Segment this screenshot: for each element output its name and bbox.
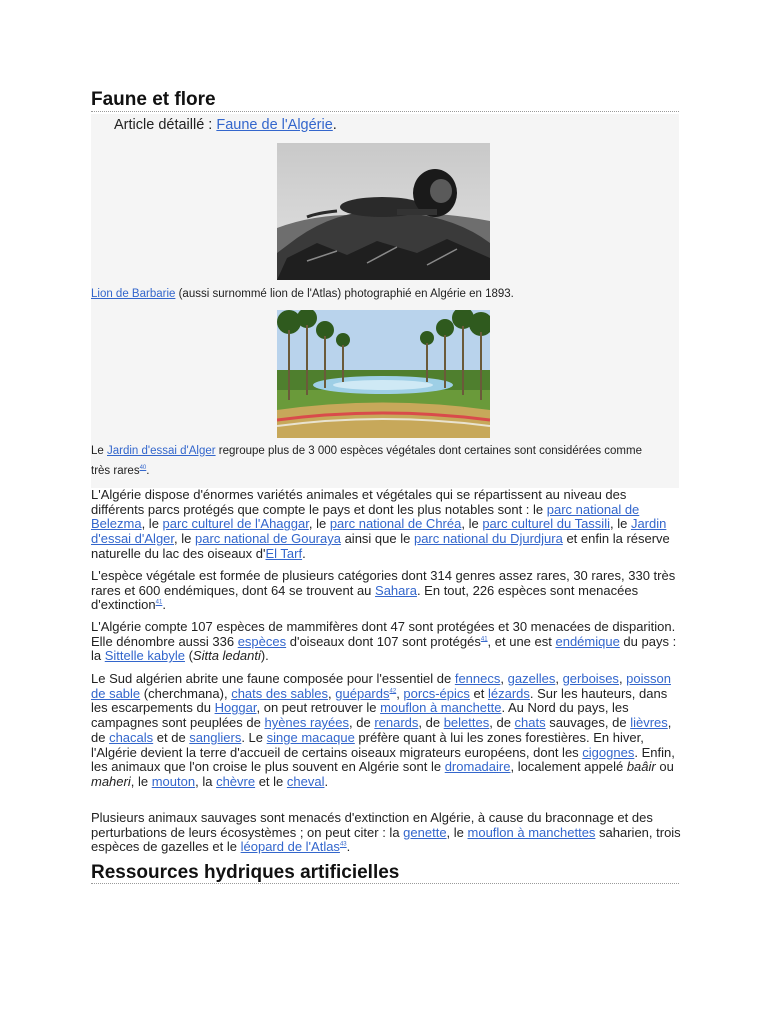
link-chacals[interactable]: chacals [109, 729, 154, 745]
paragraph-endangered: Plusieurs animaux sauvages sont menacés d'extinction en Algérie, à cause du braconnage et des perturbations de leurs écosystèmes ; on peut citer : la genette, le mouflon à manchettes saharien, trois espèces de gazelles et le léopard de l'Atlas$^{43}$. [91, 810, 681, 855]
link-porcs-epics[interactable]: porcs-épics [403, 685, 470, 701]
paragraph-fauna: Le Sud algérien abrite une faune composée pour l'essentiel de fennecs, gazelles, gerboises, poisson de sable (cherchmana), chats des sables, guépards$^{42}$, porcs-épics et lézards. Sur les hauteurs, dans les escarpements du Hoggar, on peut retrouver le mouflon à manchette. Au Nord du pays, les campagnes sont peuplées de hyènes rayées, de renards, de belettes, de chats sauvages, de lièvres, de chacals et de sangliers. Le singe macaque préfère quant à lui les zones forestières. En hiver, l'Algérie devient la terre d'accueil de certains oiseaux migrateurs européens, dont les cigognes. Enfin, les animaux que l'on croise le plus souvent en Algérie sont le dromadaire, localement appelé baâir ou maheri, le mouton, la chèvre et le cheval. [91, 671, 675, 789]
detailed-article-note: Article détaillé : Faune de l'Algérie. [114, 117, 337, 133]
ref-40-link[interactable]: 40 [139, 465, 147, 472]
link-mouton[interactable]: mouton [151, 773, 196, 789]
link-el-tarf[interactable]: El Tarf [265, 545, 303, 561]
ref-43-link[interactable]: 43 [339, 842, 347, 849]
link-fennecs[interactable]: fennecs [454, 671, 501, 686]
jardin-essai-photo [277, 310, 490, 438]
figure-caption-garden: Le Jardin d'essai d'Alger regroupe plus de 3 000 espèces végétales dont certaines sont considérées comme très rares$^{40}$. [91, 445, 642, 477]
link-hyenes-rayees[interactable]: hyènes rayées [264, 715, 350, 731]
link-lievres[interactable]: lièvres [630, 715, 668, 731]
link-parc-ahaggar[interactable]: parc culturel de l'Ahaggar [162, 516, 309, 532]
section-heading-ressources-hydriques: Ressources hydriques artificielles [91, 862, 400, 883]
paragraph-vegetal: L'espèce végétale est formée de plusieurs catégories dont 314 genres assez rares, 30 rares, 330 très rares et 600 endémiques, dont 64 se trouvent au Sahara. En tout, 226 espèces sont menacées d'extinction$^{41}$. [91, 568, 676, 613]
link-chats-des-sables[interactable]: chats des sables [231, 685, 329, 701]
link-dromadaire[interactable]: dromadaire [444, 759, 511, 775]
barbary-lion-link[interactable]: Lion de Barbarie [91, 288, 176, 300]
section-heading-faune-et-flore: Faune et flore [91, 89, 216, 110]
link-sittelle-kabyle[interactable]: Sittelle kabyle [104, 648, 185, 664]
link-singe-macaque[interactable]: singe macaque [266, 729, 355, 745]
link-guepards[interactable]: guépards [335, 685, 390, 701]
link-parc-belezma[interactable]: parc national de Belezma [91, 501, 640, 532]
detailed-article-prefix: Article détaillé : [114, 117, 217, 133]
link-sahara[interactable]: Sahara [375, 582, 417, 598]
heading-divider-2 [91, 883, 679, 884]
figure-caption-lion: Lion de Barbarie (aussi surnommé lion de l'Atlas) photographié en Algérie en 1893. [91, 288, 514, 300]
link-parc-gouraya[interactable]: parc national de Gouraya [194, 531, 341, 547]
link-chevre[interactable]: chèvre [216, 773, 256, 789]
link-lezards[interactable]: lézards [487, 685, 530, 701]
paragraph-mammals-birds: L'Algérie compte 107 espèces de mammifères dont 47 sont protégées et 30 menacées de disparition. Elle dénombre aussi 336 espèces d'oiseaux dont 107 sont protégés$^{41}$, et une est endémique du pays : la Sittelle kabyle (Sitta ledanti). [91, 619, 677, 664]
link-poisson-de-sable[interactable]: poisson de sable [91, 671, 671, 701]
link-parc-chrea[interactable]: parc national de Chréa [329, 516, 462, 532]
ref-42-link[interactable]: 42 [389, 688, 397, 695]
link-parc-tassili[interactable]: parc culturel du Tassili [482, 516, 610, 532]
ref-41-link[interactable]: 41 [155, 600, 163, 607]
link-mouflon-a-manchettes[interactable]: mouflon à manchettes [467, 824, 596, 840]
link-sangliers[interactable]: sangliers [189, 729, 242, 745]
detailed-article-link[interactable]: Faune de l'Algérie [216, 117, 333, 133]
link-renards[interactable]: renards [374, 715, 419, 731]
link-belettes[interactable]: belettes [443, 715, 490, 731]
link-leopard-atlas[interactable]: léopard de l'Atlas [240, 839, 340, 855]
link-especes[interactable]: espèces [237, 633, 287, 649]
link-gerboises[interactable]: gerboises [562, 671, 619, 686]
link-gazelles[interactable]: gazelles [507, 671, 556, 686]
link-chats[interactable]: chats [514, 715, 546, 731]
ref-41-link-2[interactable]: 41 [480, 636, 488, 643]
link-hoggar[interactable]: Hoggar [214, 700, 257, 716]
jardin-essai-caption-link[interactable]: Jardin d'essai d'Alger [107, 445, 216, 457]
heading-divider [91, 111, 679, 112]
paragraph-parks: L'Algérie dispose d'énormes variétés animales et végétales qui se répartissent au niveau des différents parcs protégés que compte le pays et dont les plus notables sont : le parc national de Belezma, le parc culturel de l'Ahaggar, le parc national de Chréa, le parc culturel du Tassili, le Jardin d'essai d'Alger, le parc national de Gouraya ainsi que le parc national du Djurdjura et enfin la réserve naturelle du lac des oiseaux d'El Tarf. [91, 487, 670, 561]
link-genette[interactable]: genette [403, 824, 447, 840]
link-cheval[interactable]: cheval [286, 773, 325, 789]
link-cigognes[interactable]: cigognes [582, 744, 635, 760]
link-endemique[interactable]: endémique [555, 633, 620, 649]
link-mouflon-a-manchette[interactable]: mouflon à manchette [380, 700, 502, 716]
link-parc-djurdjura[interactable]: parc national du Djurdjura [413, 531, 563, 547]
barbary-lion-photo [277, 143, 490, 280]
link-jardin-essai[interactable]: Jardin d'essai d'Alger [91, 516, 667, 547]
